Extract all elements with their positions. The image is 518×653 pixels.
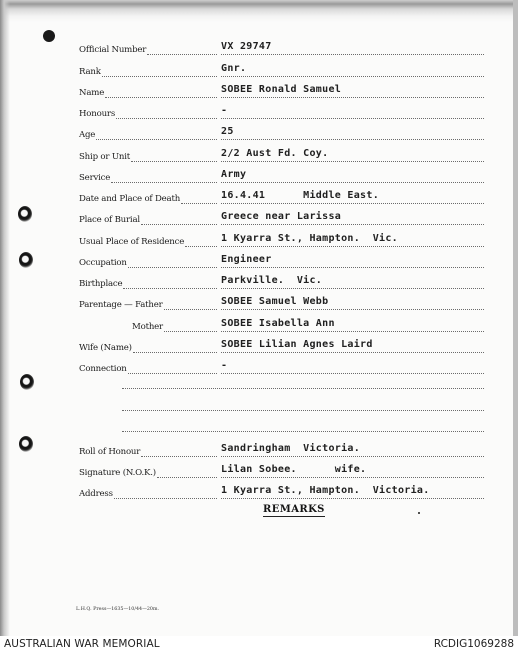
field-value: 16.4.41 Middle East. [221, 190, 380, 201]
form-row [0, 125, 518, 145]
leader-dots [181, 201, 217, 204]
field-label: Rank [79, 67, 101, 77]
footer-record-id: RCDIG1069288 [433, 638, 514, 650]
field-value: VX 29747 [221, 41, 272, 52]
print-note: L.H.Q. Press—1635—10/44—20m. [76, 607, 160, 612]
leader-dots [147, 52, 217, 55]
leader-dots [96, 137, 217, 140]
field-label: Age [79, 130, 96, 140]
form-row [0, 62, 518, 82]
form-row [0, 147, 518, 167]
value-line [221, 224, 484, 225]
field-label: Birthplace [79, 279, 123, 289]
field-label: Service [79, 173, 111, 183]
field-label: Roll of Honour [79, 447, 141, 457]
value-line [221, 267, 484, 268]
field-value: Gnr. [221, 63, 247, 74]
form-row [0, 274, 518, 294]
form-row [0, 295, 518, 315]
value-line [221, 118, 484, 119]
field-value: SOBEE Lilian Agnes Laird [221, 339, 373, 350]
value-line [221, 456, 484, 457]
field-value: SOBEE Isabella Ann [221, 318, 335, 329]
leader-dots [116, 116, 217, 119]
value-line [221, 182, 484, 183]
scan-edge-top [0, 0, 518, 22]
form-row [0, 189, 518, 209]
value-line [221, 373, 484, 374]
leader-dots [141, 222, 217, 225]
form-row [0, 83, 518, 103]
form-row [0, 317, 518, 337]
form-row [0, 104, 518, 124]
value-line [221, 288, 484, 289]
value-line [221, 498, 484, 499]
field-value: SOBEE Ronald Samuel [221, 84, 342, 95]
form-row [0, 40, 518, 60]
value-line [221, 331, 484, 332]
field-value: Parkville. Vic. [221, 275, 323, 286]
field-value: Lilan Sobee. wife. [221, 464, 367, 475]
field-label: Usual Place of Residence [79, 237, 185, 247]
leader-dots [111, 180, 217, 183]
form-row [0, 359, 518, 379]
field-value: Greece near Larissa [221, 211, 342, 222]
field-label: Occupation [79, 258, 127, 268]
value-line [221, 76, 484, 77]
leader-dots [114, 496, 217, 499]
leader-dots [105, 95, 217, 98]
field-label: Signature (N.O.K.) [79, 468, 156, 478]
value-line [221, 309, 484, 310]
form-row [0, 210, 518, 230]
value-line [221, 203, 484, 204]
form-row [0, 232, 518, 252]
field-value: 1 Kyarra St., Hampton. Vic. [221, 233, 398, 244]
value-line [221, 54, 484, 55]
field-value: Sandringham Victoria. [221, 443, 361, 454]
field-value: Army [221, 169, 247, 180]
field-label: Parentage — Father [79, 300, 163, 310]
field-value: - [221, 105, 228, 116]
field-label: Address [79, 489, 113, 499]
form-row [0, 168, 518, 188]
field-label: Date and Place of Death [79, 194, 181, 204]
leader-dots [157, 475, 217, 478]
field-value: SOBEE Samuel Webb [221, 296, 329, 307]
connection-continuation-line [122, 410, 484, 411]
leader-dots [133, 350, 217, 353]
value-line [221, 477, 484, 478]
leader-dots [128, 265, 217, 268]
field-value: Engineer [221, 254, 272, 265]
field-label: Place of Burial [79, 215, 140, 225]
leader-dots [131, 159, 217, 162]
leader-dots [164, 329, 217, 332]
remarks-heading: REMARKS [263, 504, 325, 515]
field-value: 25 [221, 126, 234, 137]
field-label: Name [79, 88, 105, 98]
form-row [0, 253, 518, 273]
leader-dots [164, 307, 217, 310]
value-line [221, 97, 484, 98]
field-label: Mother [132, 322, 163, 332]
leader-dots [128, 371, 217, 374]
leader-dots [102, 74, 217, 77]
connection-continuation-line [122, 388, 484, 389]
value-line [221, 161, 484, 162]
value-line [221, 352, 484, 353]
field-value: 2/2 Aust Fd. Coy. [221, 148, 329, 159]
field-label: Connection [79, 364, 127, 374]
field-value: - [221, 360, 228, 371]
value-line [221, 139, 484, 140]
scan-speck [418, 512, 420, 514]
form-row [0, 338, 518, 358]
archive-footer [0, 636, 518, 653]
connection-continuation-line [122, 431, 484, 432]
leader-dots [123, 286, 217, 289]
form-row [0, 442, 518, 462]
field-value: 1 Kyarra St., Hampton. Victoria. [221, 485, 430, 496]
value-line [221, 246, 484, 247]
field-label: Official Number [79, 45, 147, 55]
field-label: Wife (Name) [79, 343, 132, 353]
field-label: Ship or Unit [79, 152, 130, 162]
leader-dots [141, 454, 217, 457]
form-row [0, 463, 518, 483]
form-row [0, 484, 518, 504]
footer-institution: AUSTRALIAN WAR MEMORIAL [4, 638, 160, 650]
field-label: Honours [79, 109, 116, 119]
leader-dots [185, 244, 217, 247]
